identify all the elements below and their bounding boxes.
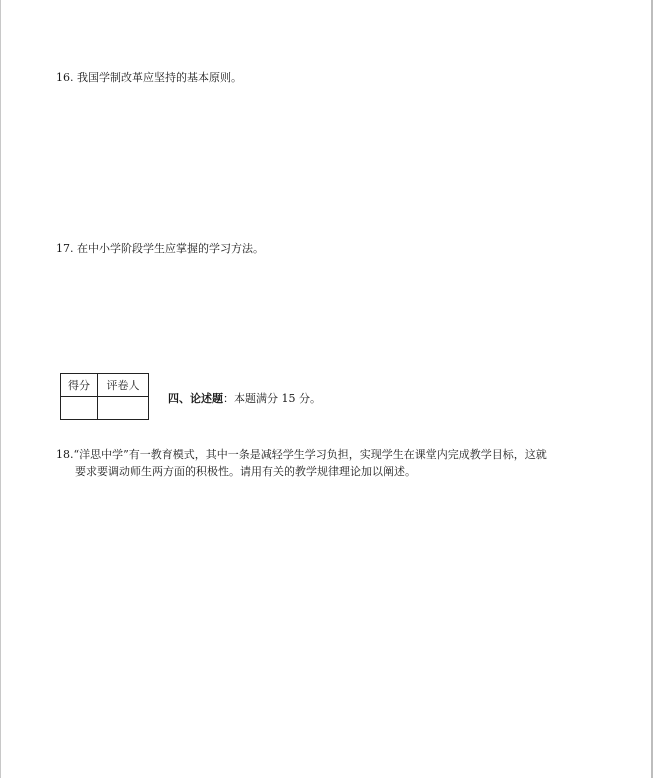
question-18-line-2: 要求要调动师生两方面的积极性。请用有关的教学规律理论加以阐述。 — [75, 465, 416, 478]
section-title-rest: ：本题满分 15 分。 — [223, 392, 321, 405]
question-16: 16. 我国学制改革应坚持的基本原则。 — [56, 71, 242, 84]
question-17: 17. 在中小学阶段学生应掌握的学习方法。 — [56, 242, 264, 255]
grader-value-cell — [98, 397, 149, 420]
section-title-bold: 四、论述题 — [168, 392, 223, 405]
score-value-cell — [61, 397, 98, 420]
question-18 — [56, 446, 616, 480]
grader-header-cell: 评卷人 — [98, 374, 149, 397]
question-18-line-1: 18.“洋思中学”有一教育模式，其中一条是减轻学生学习负担，实现学生在课堂内完成教学目标，这就 — [56, 448, 547, 461]
score-table-input-row — [61, 397, 149, 420]
score-header-cell: 得分 — [61, 374, 98, 397]
score-table — [60, 373, 149, 420]
page-left-border — [0, 0, 1, 778]
score-table-header-row — [61, 374, 149, 397]
section-four-title — [168, 390, 321, 407]
